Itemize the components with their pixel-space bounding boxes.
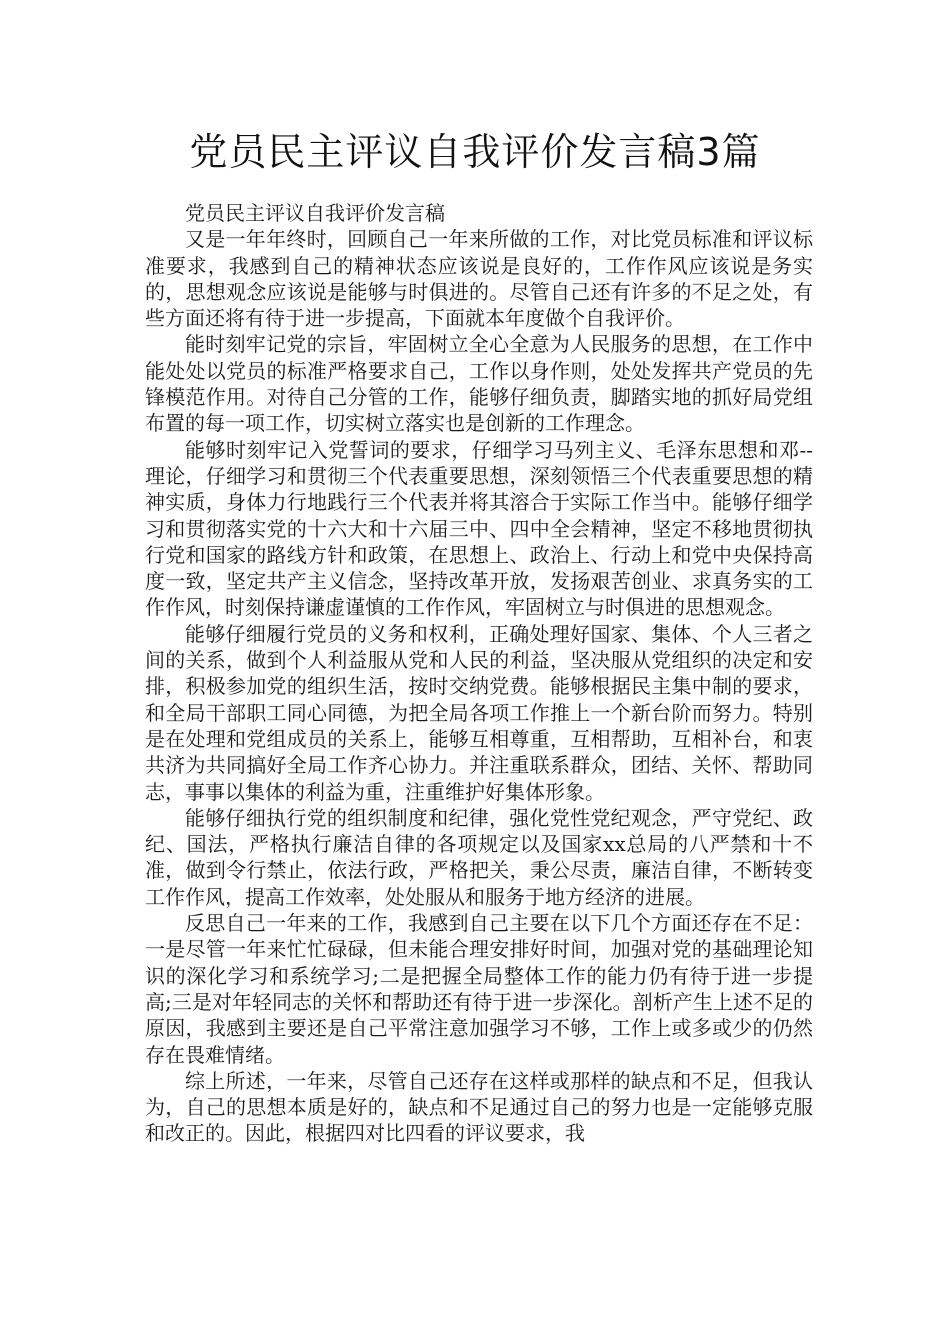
paragraph-intro: 又是一年年终时，回顾自己一年来所做的工作，对比党员标准和评议标准要求，我感到自己的精神状态应该说是良好的，工作作风应该说是务实的，思想观念应该说是能够与时俱进的。尽管自己还有许多的不足之处，有些方面还将有待于进一步提高，下面就本年度做个自我评价。	[145, 227, 813, 331]
paragraph-summary: 综上所述，一年来，尽管自己还存在这样或那样的缺点和不足，但我认为，自己的思想本质是好的，缺点和不足通过自己的努力也是一定能够克服和改正的。因此，根据四对比四看的评议要求，我	[145, 1068, 813, 1146]
paragraph-purpose: 能时刻牢记党的宗旨，牢固树立全心全意为人民服务的思想，在工作中能处处以党员的标准严格要求自己，工作以身作则，处处发挥共产党员的先锋模范作用。对待自己分管的工作，能够仔细负责，脚踏实地的抓好局党组布置的每一项工作，切实树立落实也是创新的工作理念。	[145, 332, 813, 436]
paragraph-shortcomings: 反思自己一年来的工作，我感到自己主要在以下几个方面还存在不足：一是尽管一年来忙忙碌碌，但未能合理安排好时间，加强对党的基础理论知识的深化学习和系统学习;二是把握全局整体工作的能力仍有待于进一步提高;三是对年轻同志的关怀和帮助还有待于进一步深化。剖析产生上述不足的原因，我感到主要还是自己平常注意加强学习不够，工作上或多或少的仍然存在畏难情绪。	[145, 911, 813, 1067]
paragraph-discipline: 能够仔细执行党的组织制度和纪律，强化党性党纪观念，严守党纪、政纪、国法，严格执行廉洁自律的各项规定以及国家xx总局的八严禁和十不准，做到令行禁止，依法行政，严格把关，秉公尽责，廉洁自律，不断转变工作作风，提高工作效率，处处服从和服务于地方经济的进展。	[145, 805, 813, 909]
document-title: 党员民主评议自我评价发言稿3篇	[189, 130, 761, 174]
paragraph-theory-study: 能够时刻牢记入党誓词的要求，仔细学习马列主义、毛泽东思想和邓--理论，仔细学习和贯彻三个代表重要思想，深刻领悟三个代表重要思想的精神实质，身体力行地践行三个代表并将其溶合于实际工作当中。能够仔细学习和贯彻落实党的十六大和十六届三中、四中全会精神，坚定不移地贯彻执行党和国家的路线方针和政策，在思想上、政治上、行动上和党中央保持高度一致，坚定共产主义信念，坚持改革开放，发扬艰苦创业、求真务实的工作作风，时刻保持谦虚谨慎的工作作风，牢固树立与时俱进的思想观念。	[145, 437, 813, 620]
document-body	[145, 200, 813, 1147]
paragraph-subtitle: 党员民主评议自我评价发言稿	[185, 201, 445, 225]
paragraph-duties: 能够仔细履行党员的义务和权利，正确处理好国家、集体、个人三者之间的关系，做到个人利益服从党和人民的利益，坚决服从党组织的决定和安排，积极参加党的组织生活，按时交纳党费。能够根据民主集中制的要求，和全局干部职工同心同德，为把全局各项工作推上一个新台阶而努力。特别是在处理和党组成员的关系上，能够互相尊重，互相帮助，互相补台，和衷共济为共同搞好全局工作齐心协力。并注重联系群众，团结、关怀、帮助同志，事事以集体的利益为重，注重维护好集体形象。	[145, 621, 813, 804]
